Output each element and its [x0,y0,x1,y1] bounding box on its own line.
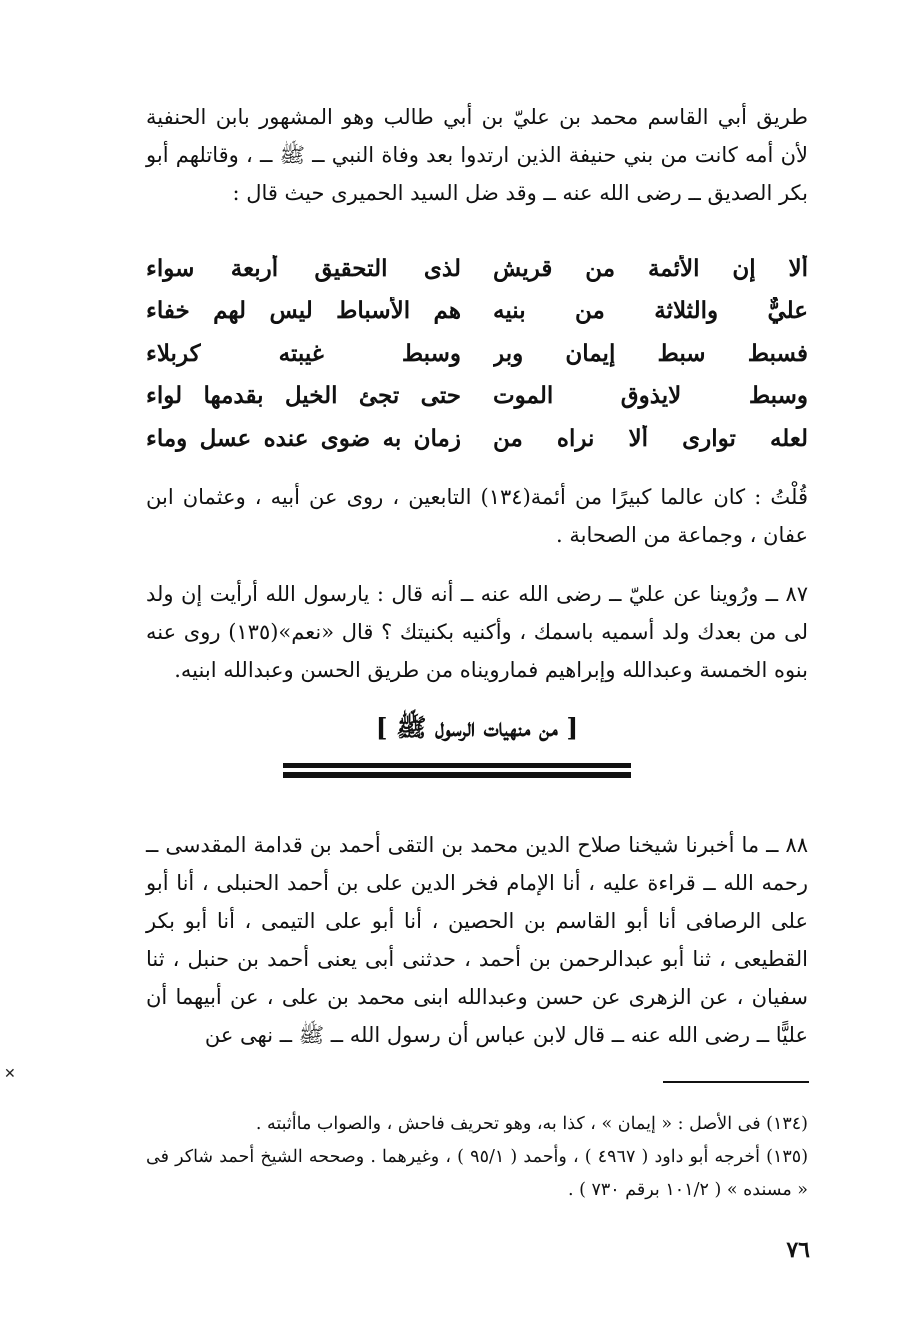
footnote-135: (١٣٥) أخرجه أبو داود ( ٤٩٦٧ ) ، وأحمد ( ٩٥/١ ) ، وغيرهما . وصححه الشيخ أحمد شاكر فى « مسنده » ( ١٠١/٢ برقم ٧٣٠ ) . [146,1147,809,1200]
poem-verse [146,375,808,418]
poem-hemistich-right: عليٌّ والثلاثة من بنيه [493,297,808,325]
hadith-87-text: ٨٧ ــ ورُوينا عن عليّ ــ رضى الله عنه ــ أنه قال : يارسول الله أرأيت إن ولد لى من بعدك ولد أسميه باسمك ، وأكنيه بكنيتك ؟ قال «نعم»(١٣٥) روى عنه بنوه الخمسة وعبدالله وإبراهيم فمارويناه من طريق الحسن وعبدالله ابنيه. [146,582,809,682]
poem-hemistich-left: حتى تجئ الخيل بقدمها لواء [146,382,461,410]
poem-verse [146,332,808,375]
intro-text: طريق أبي القاسم محمد بن عليّ بن أبي طالب وهو المشهور بابن الحنفية لأن أمه كانت من بني حنيفة الذين ارتدوا بعد وفاة النبي ــ ﷺ ــ ، وقاتلهم أبو بكر الصديق ــ رضى الله عنه ــ وقد ضل السيد الحميرى حيث قال : [146,105,808,205]
poem [146,247,808,460]
footnotes [146,1108,808,1207]
poem-verse [146,417,808,460]
poem-hemistich-left: وسبط غيبته كربلاء [146,339,461,367]
section-heading: [ من منهيات الرسول ﷺ ] [375,713,579,742]
qult-paragraph [146,478,808,554]
footnote-134: (١٣٤) فى الأصل : « إيمان » ، كذا به، وهو تحريف فاحش ، والصواب ماأثبته . [255,1114,808,1134]
poem-hemistich-right: فسبط سبط إيمان وبر [493,339,808,367]
heading-divider [283,763,631,768]
hadith-87-paragraph [146,575,808,689]
poem-hemistich-right: وسبط لايذوق الموت [493,382,808,410]
poem-hemistich-right: ألا إن الأئمة من قريش [493,254,808,282]
margin-mark: ✕ [4,1066,16,1082]
poem-hemistich-left: زمان به ضوى عنده عسل وماء [146,424,461,452]
footnote-separator [663,1081,809,1083]
hadith-88-text: ٨٨ ــ ما أخبرنا شيخنا صلاح الدين محمد بن التقى أحمد بن قدامة المقدسى ــ رحمه الله ــ قراءة عليه ، أنا الإمام فخر الدين على بن أحمد الحنبلى ، أنا أبو على الرصافى أنا أبو القاسم بن الحصين ، أنا أبو على التيمى ، أنا أبو بكر القطيعى ، ثنا أبو عبدالرحمن بن أحمد ، حدثنى أبى يعنى أحمد بن حنبل ، ثنا سفيان ، عن الزهرى عن حسن وعبدالله ابنى محمد بن على ، عن أبيهما أن عليًّا ــ رضى الله عنه ــ قال لابن عباس أن رسول الله ــ ﷺ ــ نهى عن [146,833,808,1047]
heading-divider [283,772,631,778]
intro-paragraph [146,98,808,212]
hadith-88-paragraph [146,826,808,1054]
poem-hemistich-left: لذى التحقيق أربعة سواء [146,254,461,282]
poem-verse [146,290,808,333]
poem-verse [146,247,808,290]
poem-hemistich-left: هم الأسباط ليس لهم خفاء [146,297,461,325]
poem-hemistich-right: لعله توارى ألا نراه من [493,424,808,452]
qult-text: قُلْتُ : كان عالما كبيرًا من أئمة(١٣٤) التابعين ، روى عن أبيه ، وعثمان ابن عفان ، وجماعة من الصحابة . [146,485,808,547]
page-number: ٧٦ [786,1237,810,1263]
